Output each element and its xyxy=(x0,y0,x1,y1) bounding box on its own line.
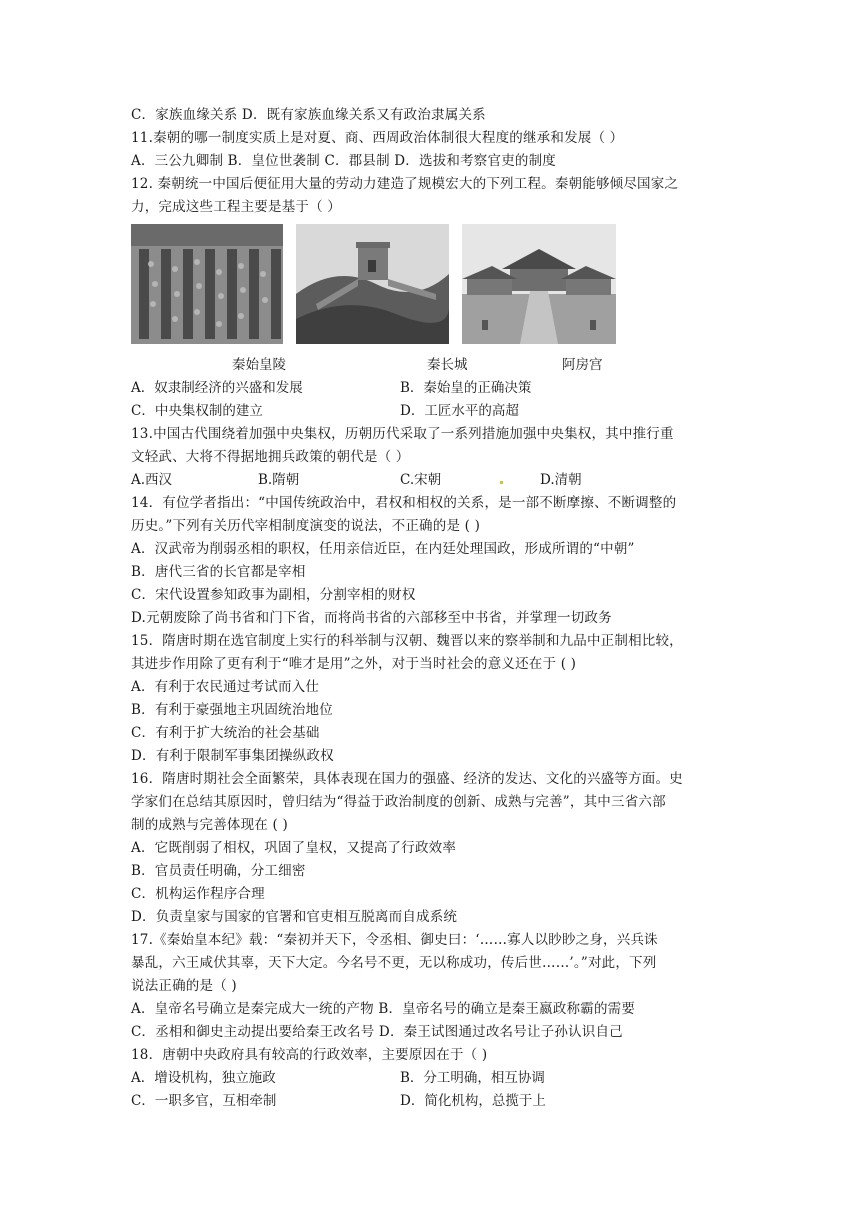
q18-option-d: D．简化机构，总揽于上 xyxy=(400,1093,546,1109)
q15-option-b: B．有利于豪强地主巩固统治地位 xyxy=(131,702,333,718)
q10-option-cd: C．家族血缘关系 D．既有家族血缘关系又有政治隶属关系 xyxy=(131,107,486,123)
q17-stem-line2: 暴乱，六王咸伏其辜，天下大定。今名号不更，无以称成功，传后世……’。”对此，下列 xyxy=(131,955,657,971)
q12-stem-line1: 12. 秦朝统一中国后便征用大量的劳动力建造了规模宏大的下列工程。秦朝能够倾尽国家之 xyxy=(131,176,679,192)
q14-option-c: C．宋代设置参知政事为副相，分割宰相的财权 xyxy=(131,587,416,603)
q11-options: A．三公九卿制 B．皇位世袭制 C．郡县制 D．选拔和考察官吏的制度 xyxy=(131,153,556,169)
q16-stem-line3: 制的成熟与完善体现在 ( ) xyxy=(131,817,288,833)
q17-stem-line3: 说法正确的是（ ) xyxy=(131,978,237,994)
q11-stem: 11.秦朝的哪一制度实质上是对夏、商、西周政治体制很大程度的继承和发展（ ） xyxy=(131,130,624,146)
q14-stem-line1: 14．有位学者指出：“中国传统政治中，君权和相权的关系，是一部不断摩擦、不断调整的 xyxy=(131,495,677,511)
q14-option-d: D.元朝废除了尚书省和门下省，而将尚书省的六部移至中书省，并掌理一切政务 xyxy=(131,610,612,626)
q16-option-c: C．机构运作程序合理 xyxy=(131,886,265,902)
q13-option-d: D.清朝 xyxy=(540,472,582,488)
scan-speck xyxy=(500,481,503,484)
q13-option-a: A.西汉 xyxy=(131,472,173,488)
q17-option-ab: A．皇帝名号确立是秦完成大一统的产物 B．皇帝名号的确立是秦王嬴政称霸的需要 xyxy=(131,1001,636,1017)
q17-stem-line1: 17.《秦始皇本纪》载：“秦初并天下，令丞相、御史曰：‘……寡人以眇眇之身，兴兵诛 xyxy=(131,932,658,948)
q15-option-d: D．有利于限制军事集团操纵政权 xyxy=(131,748,334,764)
great-wall-photo xyxy=(296,224,449,344)
q18-option-c: C．一职多官，互相牵制 xyxy=(131,1093,277,1109)
q16-option-a: A．它既削弱了相权，巩固了皇权，又提高了行政效率 xyxy=(131,840,457,856)
caption-epang-palace: 阿房宫 xyxy=(562,357,603,373)
q16-option-b: B．官员责任明确，分工细密 xyxy=(131,863,306,879)
q14-option-a: A．汉武帝为削弱丞相的职权，任用亲信近臣，在内廷处理国政，形成所谓的“中朝” xyxy=(131,541,635,557)
q12-option-a: A．奴隶制经济的兴盛和发展 xyxy=(131,380,303,396)
q12-stem-line2: 力，完成这些工程主要是基于（ ） xyxy=(131,199,341,215)
q15-stem-line2: 其进步作用除了更有利于“唯才是用”之外，对于当时社会的意义还在于 ( ) xyxy=(131,656,577,672)
q14-stem-line2: 历史。”下列有关历代宰相制度演变的说法，不正确的是 ( ) xyxy=(131,518,481,534)
q13-option-b: B.隋朝 xyxy=(258,472,300,488)
terracotta-army-photo xyxy=(131,224,283,344)
epang-palace-photo xyxy=(462,224,616,344)
q12-option-d: D．工匠水平的高超 xyxy=(400,403,519,419)
q13-option-c: C.宋朝 xyxy=(400,472,442,488)
q15-option-c: C．有利于扩大统治的社会基础 xyxy=(131,725,320,741)
q12-option-b: B．秦始皇的正确决策 xyxy=(400,380,532,396)
q18-option-a: A．增设机构，独立施政 xyxy=(131,1070,276,1086)
q14-option-b: B．唐代三省的长官都是宰相 xyxy=(131,564,306,580)
q18-option-b: B．分工明确，相互协调 xyxy=(400,1070,545,1086)
q16-stem-line1: 16．隋唐时期社会全面繁荣，具体表现在国力的强盛、经济的发达、文化的兴盛等方面。史 xyxy=(131,771,683,787)
q17-option-cd: C．丞相和御史主动提出要给秦王改名号 D．秦王试图通过改名号让子孙认识自己 xyxy=(131,1024,623,1040)
q12-option-c: C．中央集权制的建立 xyxy=(131,403,263,419)
q15-option-a: A．有利于农民通过考试而入仕 xyxy=(131,679,320,695)
q16-option-d: D．负责皇家与国家的官署和官吏相互脱离而自成系统 xyxy=(131,909,458,925)
caption-qin-mausoleum: 秦始皇陵 xyxy=(232,357,286,373)
q13-stem-line1: 13.中国古代围绕着加强中央集权，历朝历代采取了一系列措施加强中央集权，其中推行重 xyxy=(131,426,674,442)
caption-qin-great-wall: 秦长城 xyxy=(427,357,468,373)
q13-stem-line2: 文轻武、大将不得据地拥兵政策的朝代是（ ） xyxy=(131,449,410,465)
q15-stem-line1: 15．隋唐时期在选官制度上实行的科举制与汉朝、魏晋以来的察举制和九品中正制相比较， xyxy=(131,633,683,649)
q18-stem: 18．唐朝中央政府具有较高的行政效率，主要原因在于（ ) xyxy=(131,1047,488,1063)
q16-stem-line2: 学家们在总结其原因时，曾归结为“得益于政治制度的创新、成熟与完善”，其中三省六部 xyxy=(131,794,666,810)
